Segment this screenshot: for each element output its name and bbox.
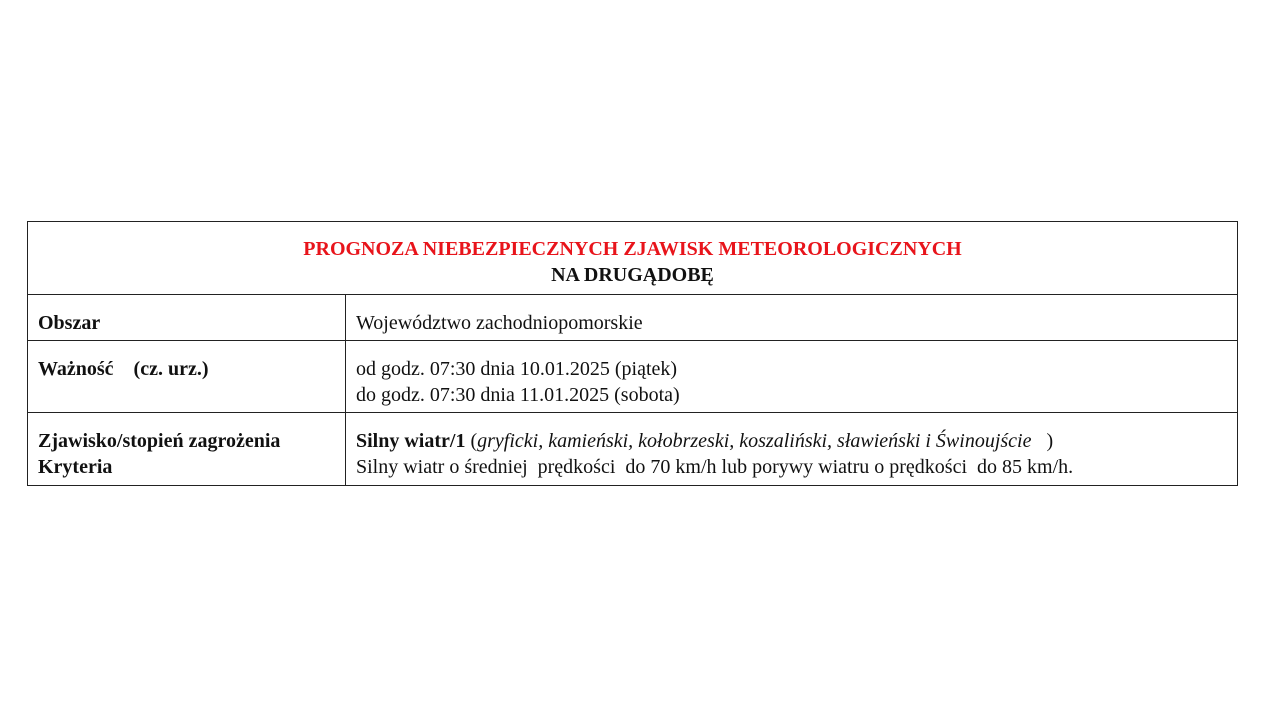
validity-label: Ważność (cz. urz.) <box>38 358 209 380</box>
warning-table <box>27 221 1238 486</box>
area-value: Województwo zachodniopomorskie <box>346 295 1238 341</box>
header-row <box>28 222 1238 295</box>
phenomenon-line <box>356 428 1237 454</box>
criteria-label: Kryteria <box>38 456 113 478</box>
table-row-phenomenon <box>28 413 1238 486</box>
header-cell <box>28 222 1238 295</box>
table-row-validity <box>28 341 1238 413</box>
validity-value-cell <box>346 341 1238 413</box>
document-subtitle: NA DRUGĄDOBĘ <box>551 264 714 286</box>
validity-to: do godz. 07:30 dnia 11.01.2025 (sobota) <box>356 384 680 406</box>
phenomenon-value-cell <box>346 413 1238 486</box>
area-label: Obszar <box>28 295 346 341</box>
close-paren: ) <box>1031 430 1054 452</box>
warning-level: Silny wiatr/1 <box>356 430 466 452</box>
table-row-area <box>28 295 1238 341</box>
open-paren: ( <box>465 430 478 452</box>
phenomenon-label: Zjawisko/stopień zagrożenia <box>38 430 281 452</box>
validity-label-cell <box>28 341 346 413</box>
criteria-text: Silny wiatr o średniej prędkości do 70 km/h lub porywy wiatru o prędkości do 85 km/h. <box>356 456 1074 478</box>
phenomenon-label-cell <box>28 413 346 486</box>
validity-from: od godz. 07:30 dnia 10.01.2025 (piątek) <box>356 358 678 380</box>
counties-list: gryficki, kamieński, kołobrzeski, koszaliński, sławieński i Świnoujście <box>477 430 1032 452</box>
document-title: PROGNOZA NIEBEZPIECZNYCH ZJAWISK METEOROLOGICZNYCH <box>303 238 962 260</box>
